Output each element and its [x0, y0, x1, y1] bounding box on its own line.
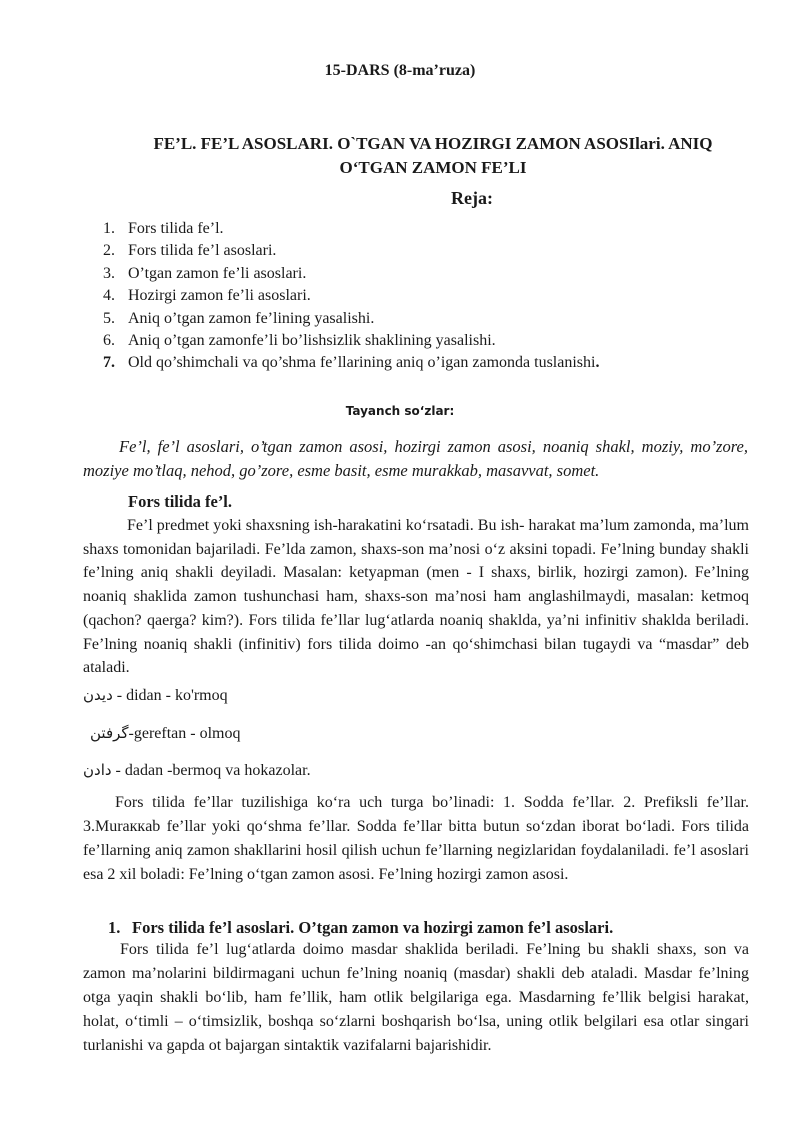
- plan-item: [103, 308, 599, 330]
- farsi-word: گرفتن: [90, 724, 129, 742]
- plan-item-text: Fors tilida fe’l.: [128, 220, 224, 237]
- keywords-heading: Tayanch so‘zlar:: [345, 404, 455, 418]
- farsi-word: دادن: [83, 761, 112, 779]
- example-line: [83, 761, 311, 780]
- plan-item: [103, 263, 599, 285]
- example-translation: - didan - ko'rmoq: [112, 687, 228, 704]
- plan-item: [103, 240, 599, 262]
- plan-item-text: Fors tilida fe’l asoslari.: [128, 242, 277, 260]
- plan-item-text: O’tgan zamon fe’li asoslari.: [128, 264, 307, 282]
- section-heading: Fors tilida fe’l.: [128, 492, 233, 511]
- plan-item-text: Aniq o’tgan zamonfe’li bo’lishsizlik shaklining yasalishi.: [128, 332, 496, 350]
- document-title: [108, 132, 758, 180]
- paragraph-text: Fe’l predmet yoki shaxsning ish-harakatini ko‘rsatadi. Bu ish- harakat ma’lum zamonda, ma’lum shaxs tomonidan bajariladi. Fe’lda zamon, shaxs-son ma’nosi o‘z aksini topadi. Fe’lning bunday shakli fe’lning aniq shakli deyiladi. Masalan: ketyapman (men - I shaxs, birlik, hozirgi zamon). Fe’lning noaniq shaklida zamon tushunchasi ham, shaxs-son ma’nosi ham anglashilmaydi, masalan: ketmoq (qachon? qaerga? kim?). Fors tilida fe’llar lug‘atlarda noaniq shaklda, ya’ni infinitiv shaklda beriladi. Fe’lning noaniq shakli (infinitiv) fors tilida doimo -an qo‘shimchasi bilan tugaydi va “masdar” deb ataladi.: [83, 517, 749, 677]
- paragraph: [83, 938, 749, 1058]
- plan-item: [103, 218, 599, 240]
- title-line-1: FE’L. FE’L ASOSLARI. O`TGAN VA HOZIRGI ZAMON ASOSIlari. ANIQ: [153, 134, 713, 153]
- plan-item: [103, 285, 599, 307]
- example-translation: - dadan -bermoq va hokazolar.: [111, 762, 311, 779]
- section-heading: [108, 918, 613, 938]
- keywords-text: Fe’l, fe’l asoslari, o’tgan zamon asosi, hozirgi zamon asosi, noaniq shakl, moziy, mo’zore, moziye mo’tlaq, nehod, go’zore, esme basit, esme murakkab, masavvat, somet.: [83, 437, 748, 480]
- plan-item-text: Hozirgi zamon fe’li asoslari.: [128, 287, 311, 305]
- plan-item-number: 5.: [103, 309, 115, 327]
- section-heading-text: Fors tilida fe’l asoslari. O’tgan zamon va hozirgi zamon fe’l asoslari.: [132, 918, 614, 937]
- plan-heading: Reja:: [451, 188, 493, 208]
- section-number: 1.: [108, 918, 121, 937]
- plan-item-number: 6.: [103, 332, 115, 350]
- paragraph-text: Fors tilida fe’llar tuzilishiga ko‘ra uch turga bo’linadi: 1. Sodda fe’llar. 2. Prefiksli fe’llar. 3.Muraккab fe’llar yoki qo‘shma fe’llar. Sodda fe’llar bitta butun so‘zdan iborat bo‘ladi. Fors tilida fe’llarning aniq zamon shakllarini hosil qilish uchun fe’llarning negizlaridan foydalaniladi. fe’l asoslari esa 2 xil boladi: Fe’lning o‘tgan zamon asosi. Fe’lning hozirgi zamon asosi.: [83, 794, 749, 883]
- plan-item-text: Aniq o’tgan zamon fe’lining yasalishi.: [128, 309, 375, 327]
- example-translation: -gereftan - olmoq: [128, 725, 241, 742]
- plan-item-number: 2.: [103, 242, 115, 260]
- plan-item-end: .: [595, 354, 600, 372]
- keywords-paragraph: [83, 435, 748, 483]
- title-line-2: O‘TGAN ZAMON FE’LI: [339, 158, 527, 177]
- plan-item-number: 4.: [103, 287, 115, 305]
- plan-item-number: 1.: [103, 220, 115, 237]
- paragraph: [83, 791, 749, 887]
- plan-item: [103, 330, 599, 352]
- paragraph: [83, 514, 749, 680]
- example-line: [90, 724, 241, 743]
- plan-item-number: 3.: [103, 264, 115, 282]
- paragraph-text: Fors tilida fe’l lug‘atlarda doimo masdar shaklida beriladi. Fe’lning bu shakli shaxs, son va zamon ma’nolarini bildirmagani uchun fe’lning noaniq (masdar) shakli deb ataladi. Masdar fe’lning otga yaqin shakli bo‘lib, ham fe’llik, ham otlik belgilariga ega. Masdarning fe’llik belgisi harakat, holat, o‘timli – o‘timsizlik, boshqa so‘zlarni boshqarish bo‘lsa, uning otlik belgilari esa otlar singari turlanishi va gapda ot bajargan sintaktik vazifalarni bajarishidir.: [83, 941, 749, 1054]
- plan-list: [103, 218, 599, 375]
- lesson-heading: 15-DARS (8-ma’ruza): [324, 62, 476, 79]
- plan-item-number: 7.: [103, 354, 115, 372]
- plan-item-text: Old qo’shimchali va qo’shma fe’llarining aniq o’igan zamonda tuslanishi: [128, 354, 596, 372]
- farsi-word: دیدن: [83, 686, 113, 704]
- example-line: [83, 686, 228, 705]
- plan-item: [103, 352, 599, 374]
